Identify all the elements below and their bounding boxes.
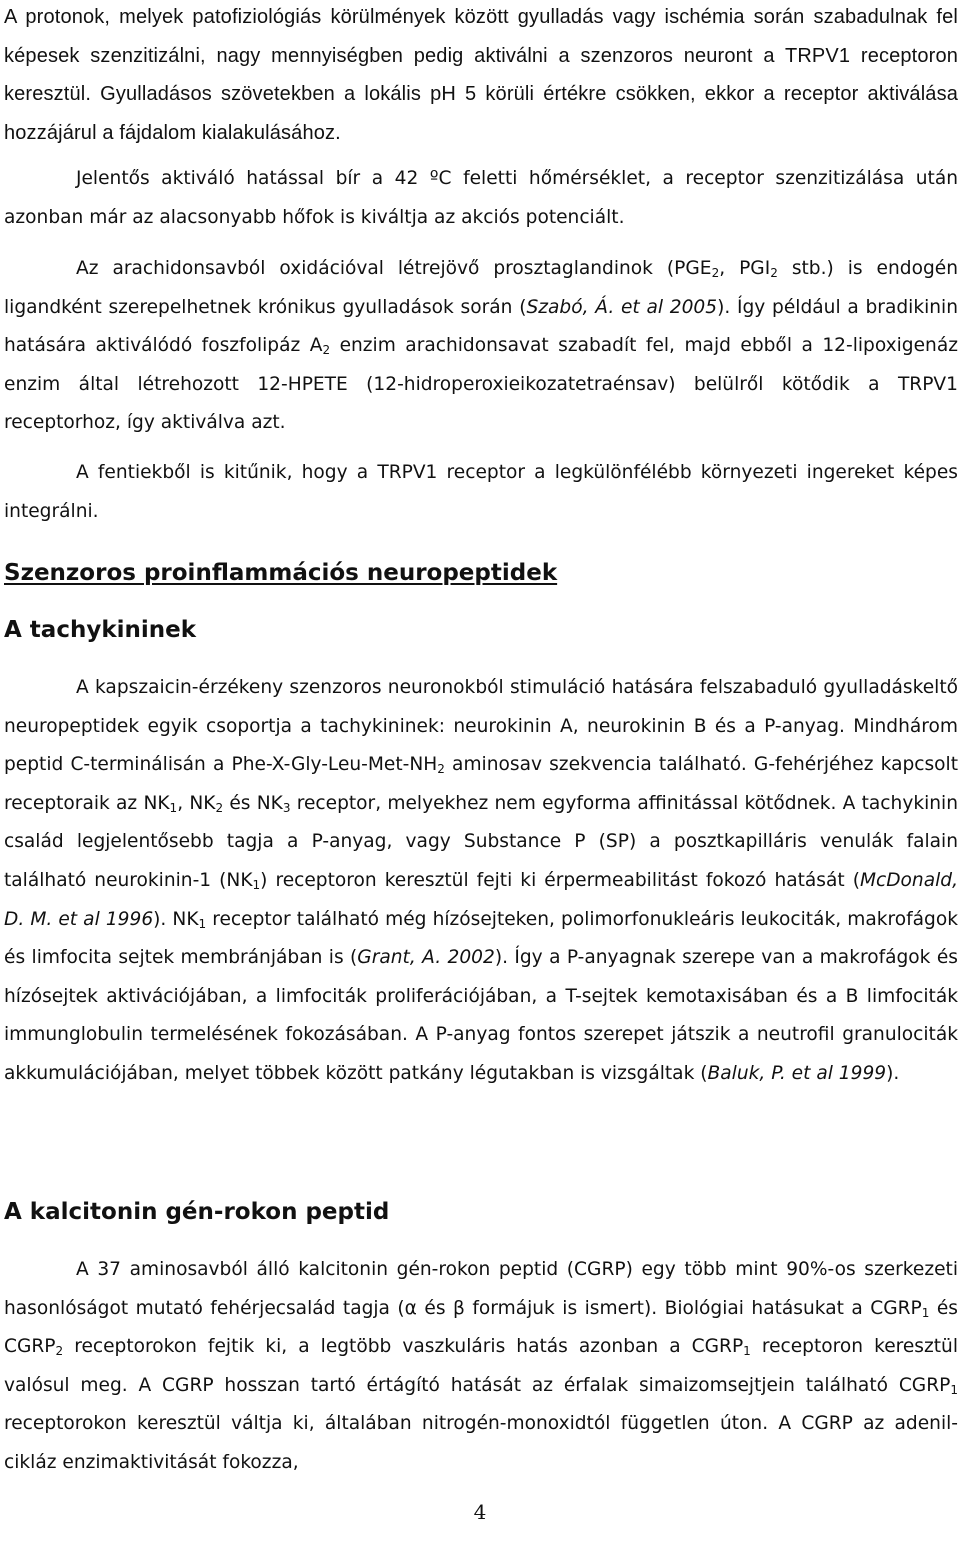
page-number: 4 — [473, 1500, 487, 1524]
paragraph-protons: A protonok, melyek patofiziológiás körülmények között gyulladás vagy ischémia során szabadulnak fel képesek szenzitizálni, nagy mennyiségben pedig aktiválni a szenzoros neuront a TRPV1 receptoron keresztül. Gyulladásos szövetekben a lokális pH 5 körüli értékre csökken, ekkor a receptor aktiválása hozzájárul a fájdalom kialakulásához. — [4, 6, 958, 144]
paragraph-tachykinins: A kapszaicin-érzékeny szenzoros neuronokból stimuláció hatására felszabaduló gyulladáskeltő neuropeptidek egyik csoportja a tachykininek: neurokinin A, neurokinin B és a P-anyag. Mindhárom peptid C-terminálisán a Phe-$X-Gly-Leu-Met-NH_2$ aminosav szekvencia található. G-fehérjéhez kapcsolt receptoraik az $NK_1$, $NK_2$ és $NK_3$ receptor, melyekhez nem egyforma affinitással kötődnek. A tachykinin család legjelentősebb tagja a P-anyag, vagy Substance P (SP) a posztkapilláris venulák falain található neurokinin-1 $(NK_1)$ receptoron keresztül fejti ki érpermeabilitást fokozó hatását (McDonald, D. M. et al 1996). $NK_1$ receptor található még hízósejteken, polimorfonukleáris leukociták, makrofágok és limfocita sejtek membránjában is (Grant, A. 2002). Így a P-anyagnak szerepe van a makrofágok és hízósejtek aktivációjában, a limfociták proliferációjában, a T-sejtek kemotaxisában és a B limfociták immunglobulin termelésének fokozásában. A P-anyag fontos szerepet játszik a neutrofil granulociták akkumulációjában, melyet többek között patkány légutakban is vizsgáltak (Baluk, P. et al 1999). — [4, 677, 959, 1084]
paragraph-temperature: Jelentős aktiváló hatással bír a 42 ºC feletti hőmérséklet, a receptor szenzitizálása után azonban már az alacsonyabb hőfok is kiváltja az akciós potenciált. — [4, 168, 958, 228]
section-heading-neuropeptides: Szenzoros proinflammációs neuropeptidek — [4, 560, 558, 586]
paragraph-trpv1-integration: A fentiekből is kitűnik, hogy a TRPV1 receptor a legkülönfélébb környezeti ingereket képes integrálni. — [4, 462, 958, 522]
subsection-heading-tachykinins: A tachykininek — [4, 617, 197, 643]
subsection-heading-cgrp: A kalcitonin gén-rokon peptid — [4, 1199, 390, 1225]
paragraph-prostaglandins: Az arachidonsavból oxidációval létrejövő prosztaglandinok ($PGE_2$, $PGI_2$ stb.) is endogén ligandként szerepelhetnek krónikus gyulladások során (Szabó, Á. et al 2005). Így például a bradikinin hatására aktiválódó foszfolipáz $A_2$ enzim arachidonsavat szabadít fel, majd ebből a 12-lipoxigenáz enzim által létrehozott 12-HPETE (12-hidroperoxieikozatetraénsav) belülről kötődik a TRPV1 receptorhoz, így aktiválva azt. — [4, 258, 958, 434]
paragraph-cgrp: A 37 aminosavból álló kalcitonin gén-rokon peptid (CGRP) egy több mint 90%-os szerkezeti hasonlóságot mutató fehérjecsalád tagja (α és β formájuk is ismert). Biológiai hatásukat a $CGRP_1$ és $CGRP_2$ receptorokon fejtik ki, a legtöbb vaszkuláris hatás azonban a $CGRP_1$ receptoron keresztül valósul meg. A CGRP hosszan tartó értágító hatását az érfalak simaizomsejtjein található $CGRP_1$ receptorokon keresztül váltja ki, általában nitrogén-monoxidtól független úton. A CGRP az adenil-cikláz enzimaktivitását fokozza, — [4, 1259, 958, 1473]
